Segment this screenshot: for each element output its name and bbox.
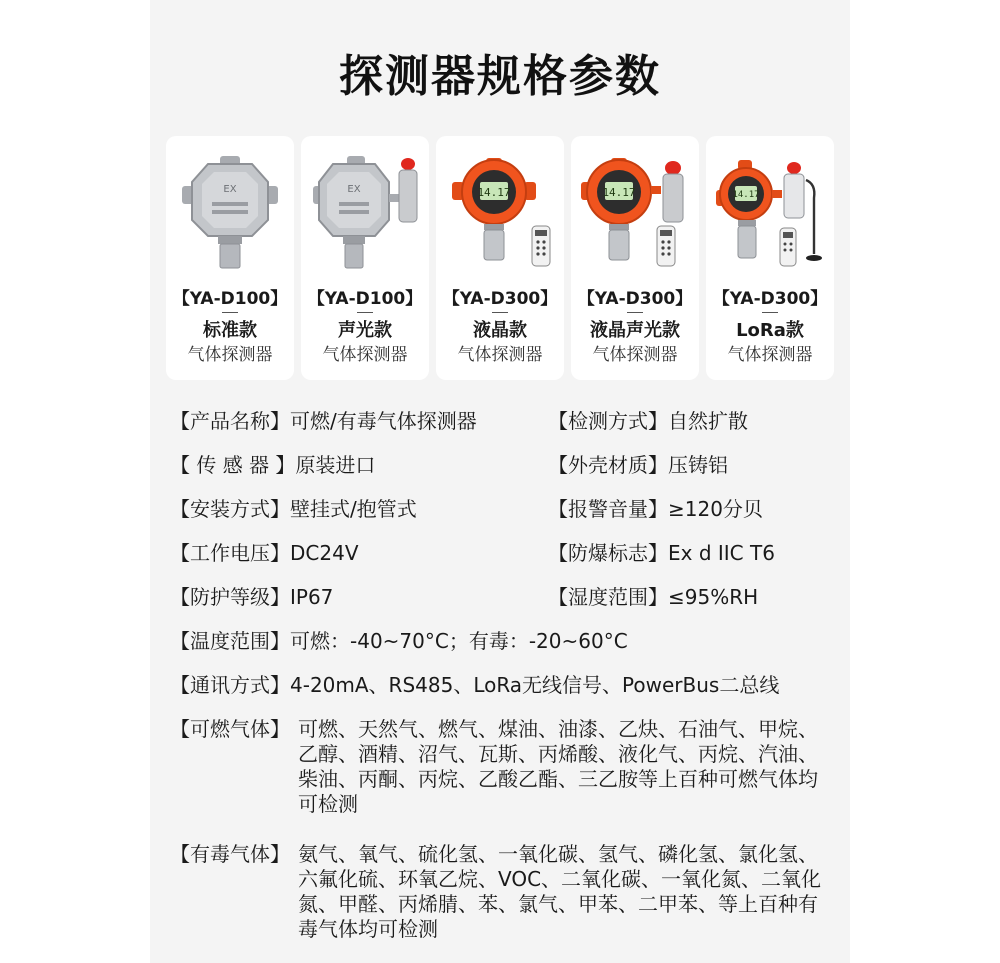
product-card-3[interactable]	[436, 136, 564, 380]
product-name: 标准款	[203, 320, 257, 341]
spec-install: 【安装方式】壁挂式/抱管式	[170, 497, 417, 521]
orange-lora-detector-icon	[716, 150, 824, 270]
divider	[492, 312, 508, 313]
svg-text:14.17: 14.17	[732, 190, 760, 200]
svg-text:14.17: 14.17	[602, 186, 636, 199]
product-model: 【YA-D300】	[577, 289, 693, 309]
divider	[357, 312, 373, 313]
product-cards	[166, 136, 834, 380]
product-model: 【YA-D100】	[307, 289, 423, 309]
stainless-detector-icon	[176, 150, 284, 270]
toxic-label: 【有毒气体】	[170, 842, 290, 866]
product-name: 声光款	[338, 320, 392, 341]
product-name: 液晶声光款	[590, 320, 680, 341]
spec-product-name: 【产品名称】可燃/有毒气体探测器	[170, 409, 477, 433]
spec-protection: 【防护等级】IP67	[170, 585, 334, 609]
divider	[627, 312, 643, 313]
product-type: 气体探测器	[592, 345, 678, 365]
product-model: 【YA-D100】	[172, 289, 288, 309]
spec-temperature: 【温度范围】可燃：-40~70°C；有毒：-20~60°C	[170, 629, 628, 653]
product-type: 气体探测器	[322, 345, 408, 365]
flammable-label: 【可燃气体】	[170, 717, 290, 741]
product-card-2[interactable]	[301, 136, 429, 380]
svg-text:14.17: 14.17	[477, 186, 511, 199]
divider	[222, 312, 238, 313]
spec-housing: 【外壳材质】压铸铝	[548, 453, 728, 477]
spec-detection: 【检测方式】自然扩散	[548, 409, 748, 433]
spec-humidity: 【湿度范围】≤95%RH	[548, 585, 759, 609]
product-type: 气体探测器	[727, 345, 813, 365]
product-type: 气体探测器	[457, 345, 543, 365]
product-type: 气体探测器	[187, 345, 273, 365]
product-name: 液晶款	[473, 320, 527, 341]
product-model: 【YA-D300】	[442, 289, 558, 309]
flammable-list: 可燃、天然气、燃气、煤油、油漆、乙炔、石油气、甲烷、乙醇、酒精、沼气、瓦斯、丙烯酸、液化气、丙烷、汽油、柴油、丙酮、丙烷、乙酸乙酯、三乙胺等上百种可燃气体均可检测	[298, 717, 818, 816]
toxic-list: 氨气、氧气、硫化氢、一氧化碳、氢气、磷化氢、氯化氢、六氟化硫、环氧乙烷、VOC、二氧化碳、一氧化氮、二氧化氮、甲醛、丙烯腈、苯、氯气、甲苯、二甲苯、等上百种有毒气体均可检测	[298, 842, 822, 941]
product-name: LoRa款	[736, 320, 804, 341]
svg-text:EX: EX	[347, 184, 361, 195]
svg-text:EX: EX	[223, 184, 237, 195]
product-card-4[interactable]	[571, 136, 699, 380]
stainless-detector-alarm-icon	[311, 150, 419, 270]
product-card-1[interactable]	[166, 136, 294, 380]
spec-alarm-volume: 【报警音量】≥120分贝	[548, 497, 763, 521]
spec-sensor: 【 传 感 器 】原装进口	[170, 453, 376, 477]
spec-communication: 【通讯方式】4-20mA、RS485、LoRa无线信号、PowerBus二总线	[170, 673, 780, 697]
product-model: 【YA-D300】	[712, 289, 828, 309]
divider	[762, 312, 778, 313]
spec-ex-mark: 【防爆标志】Ex d IIC T6	[548, 541, 775, 565]
page-title: 探测器规格参数	[339, 51, 661, 102]
product-card-5[interactable]	[706, 136, 834, 380]
orange-lcd-detector-icon	[446, 150, 554, 270]
spec-voltage: 【工作电压】DC24V	[170, 541, 359, 565]
orange-lcd-alarm-detector-icon	[581, 150, 689, 270]
